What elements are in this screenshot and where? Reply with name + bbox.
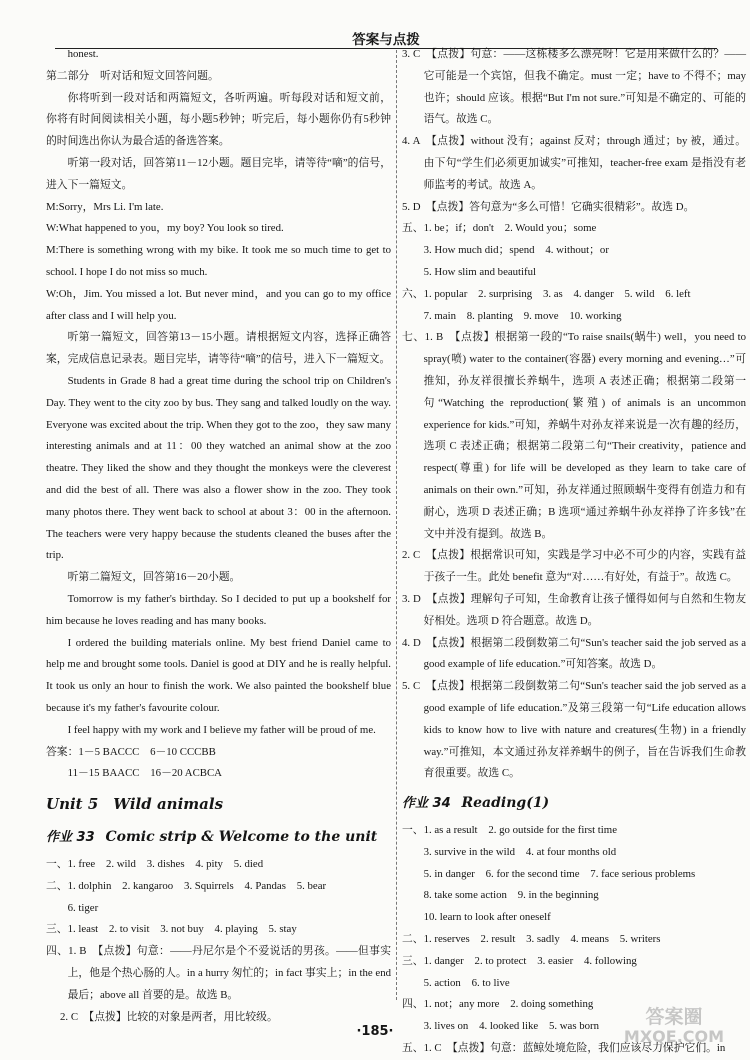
answer-line: 三、1. danger 2. to protect 3. easier 4. following [402,954,637,967]
column-divider [396,50,397,1000]
answer-line: 六、1. popular 2. surprising 3. as 4. danger 5. wild 6. left [402,287,691,300]
right-column [402,44,746,1060]
answer-line: 五、1. be；if；don't 2. Would you；some [402,222,597,235]
answer-line: 5. in danger 6. for the second time 7. face serious problems [423,867,696,880]
answer-line: 四、1. not；any more 2. doing something [402,998,594,1011]
dialogue-line: W:What happened to you，my boy? You look so tired. [46,222,284,235]
answer-line: 二、1. reserves 2. result 3. sadly 4. means 5. writers [402,933,661,946]
answer-line: 一、1. free 2. wild 3. dishes 4. pity 5. died [46,858,264,871]
answer-line: 一、1. as a result 2. go outside for the first time [402,824,617,837]
answer-note: 七、1. B 【点拨】根据第一段的“To raise snails(蜗牛) well，you need to spray(喷) water to the container(容器) every morning and evening…”可推知，孙友祥很擅长养蜗牛，选项 A 表述正确；根据第二段第一句“Watching the reproduction(繁殖) of animals is an uncommon experience for kids.”可知，养蜗牛对孙友祥来说是一次有趣的经历，选项 C 表述正确；根据第二段第二句“Their creativity，patience and respect(尊重) for life will be developed as they learn to take care of animals on their own.”可知，孙友祥通过照顾蜗牛变得有创造力和有耐心，选项 D 表述正确；B 选项“通过养蜗牛孙友祥挣了许多钱”在文中并没有提到。故选 B。 [402,331,746,540]
answer-note: 2. C 【点拨】根据常识可知，实践是学习中必不可少的内容，实践有益于孩子一生。此处 benefit 意为“对……有好处，有益于”。故选 C。 [402,549,746,584]
answer-note: 3. C 【点拨】句意：——这栋楼多么漂亮呀！它是用来做什么的？——它可能是一个宾馆，但我不确定。must 一定；have to 不得不；may 也许；should 应该。根据“But I'm not sure.”可知是不确定的、可能的语气。故选 C。 [402,48,746,126]
section-title [46,825,391,850]
answer-note: 3. D 【点拨】理解句子可知，生命教育让孩子懂得如何与自然和生物友好相处。选项 D 符合题意。故选 D。 [402,592,746,627]
answer-line: 3. survive in the wild 4. at four months old [423,845,617,858]
answer-line: 3. lives on 4. looked like 5. was born [423,1020,600,1033]
dialogue-line: M:Sorry，Mrs Li. I'm late. [46,200,164,213]
answer-note: 五、1. C 【点拨】句意：蓝鲸处境危险，我们应该尽力保护它们。in [402,1042,726,1055]
page-number: ·185· [356,1024,394,1039]
section-prefix: 作业 33 [46,830,95,846]
dialogue-line: W:Oh，Jim. You missed a lot. But never mind，and you can go to my office after class and I will help you. [46,287,391,322]
header-title: 答案与点拨 [352,32,420,48]
page-header [55,12,717,48]
paragraph: 听第二篇短文，回答第16－20小题。 [67,571,241,584]
watermark-line2: MXQE.COM [623,1027,725,1046]
section-title [402,791,746,816]
answer-line: 5. action 6. to live [423,976,510,989]
answer-note: 四、1. B 【点拨】句意：——丹尼尔是个不爱说话的男孩。——但事实上，他是个热心肠的人。in a hurry 匆忙的；in fact 事实上；in the end 最后；above all 首要的是。故选 B。 [46,945,391,1001]
answer-line: 答案：1－5 BACCC 6－10 CCCBB [46,745,216,758]
paragraph: 听第一段对话，回答第11－12小题。题目完毕，请等待“嘀”的信号，进入下一篇短文。 [46,156,391,191]
paragraph: 你将听到一段对话和两篇短文，各听两遍。听每段对话和短文前，你将有时间阅读相关小题，每小题5秒钟；听完后，每小题你仍有5秒钟的时间选出你认为最合适的备选答案。 [46,91,391,148]
answer-note: 4. A 【点拨】without 没有；against 反对；through 通过；by 被，通过。由下句“学生们必须更加诚实”可推知，teacher-free exam 是指没有老师监考的考试。故选 A。 [402,135,746,191]
paragraph: Students in Grade 8 had a great time during the school trip on Children's Day. They went to the city zoo by bus. They sang and talked loudly on the way. Everyone was excited about the trip. When they got to the zoo，they saw many interesting animals and at 11：00 they watched an animal show at the zoo theatre. They liked the show and they thought the monkeys were the cleverest and did the best of all. There was also a flower show in the zoo. They took many photos there. They went back to school at about 3：00 in the afternoon. The teachers were very happy because the students cleaned the buses after the trip. [46,374,391,562]
answer-note: 5. C 【点拨】根据第二段倒数第二句“Sun's teacher said the job served as a good example of life education.”及第三段第一句“Life education allows kids to know how to live with nature and creatures(生物) in a friendly way.”可推知，本文通过孙友祥养蜗牛的例子，旨在告诉我们生命教育很重要。故选 C。 [402,680,746,780]
watermark-logo [612,1003,736,1047]
answer-note: 4. D 【点拨】根据第二段倒数第二句“Sun's teacher said the job served as a good example of life education.”可知答案。故选 D。 [402,636,746,671]
answer-note: 5. D 【点拨】答句意为“多么可惜！它确实很精彩”。故选 D。 [402,200,695,213]
answer-line: 3. How much did；spend 4. without；or [423,244,609,257]
text-line: honest. [67,48,99,60]
dialogue-line: M:There is something wrong with my bike. It took me so much time to get to school. I hope I do not miss so much. [46,244,391,278]
section-heading: 第二部分 听对话和短文回答问题。 [46,69,219,82]
unit-title: Unit 5 Wild animals [46,795,224,814]
answer-line: 6. tiger [67,901,99,914]
paragraph: Tomorrow is my father's birthday. So I decided to put up a bookshelf for him because he loves reading and has many books. [46,592,391,627]
paragraph: I ordered the building materials online. My best friend Daniel came to help me and brought some tools. Daniel is good at DIY and he is really helpful. It took us only an hour to finish the work. We also painted the bookshelf blue because it's my father's favourite colour. [46,636,391,714]
section-prefix: 作业 34 [402,796,451,812]
answer-line: 二、1. dolphin 2. kangaroo 3. Squirrels 4. Pandas 5. bear [46,879,327,892]
answer-line: 5. How slim and beautiful [423,265,537,278]
answer-line: 7. main 8. planting 9. move 10. working [423,309,622,322]
paragraph: 听第一篇短文，回答第13－15小题。请根据短文内容，选择正确答案，完成信息记录表。题目完毕，请等待“嘀”的信号，进入下一篇短文。 [46,331,391,366]
section-title-text: Reading(1) [461,795,550,812]
answer-line: 三、1. least 2. to visit 3. not buy 4. playing 5. stay [46,923,297,936]
answer-line: 11－15 BAACC 16－20 ACBCA [67,767,222,780]
left-column [46,44,391,1028]
answer-line: 8. take some action 9. in the beginning [423,889,599,902]
answer-line: 10. learn to look after oneself [423,911,551,924]
answer-note: 2. C 【点拨】比较的对象是两者，用比较级。 [60,1010,278,1023]
watermark-line1: 答案圈 [645,1006,703,1028]
section-title-text: Comic strip & Welcome to the unit [105,829,378,846]
paragraph: I feel happy with my work and I believe my father will be proud of me. [67,723,376,736]
